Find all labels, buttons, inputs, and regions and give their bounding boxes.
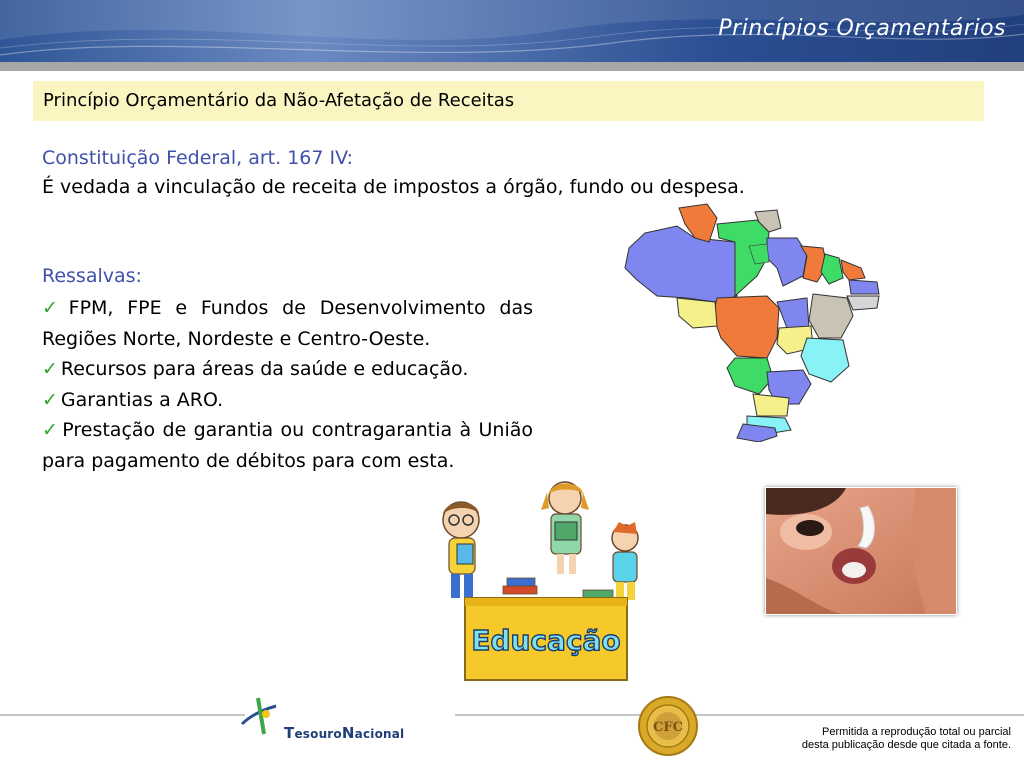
list-item-text: FPM, FPE e Fundos de Desenvolvimento das Regiões Norte, Nordeste e Centro-Oeste. bbox=[42, 297, 534, 350]
footer-copyright-note bbox=[802, 726, 1011, 752]
section-title-bar bbox=[33, 81, 984, 121]
ressalvas-list bbox=[42, 293, 533, 476]
footer-divider-right bbox=[455, 714, 1024, 716]
cfc-seal-logo bbox=[637, 695, 699, 757]
education-sign-text: Educação bbox=[471, 624, 621, 657]
header-banner bbox=[0, 0, 1024, 62]
svg-text:CFC: CFC bbox=[653, 720, 683, 735]
checkmark-icon: ✓ bbox=[42, 419, 60, 441]
checkmark-icon: ✓ bbox=[42, 297, 66, 319]
tesouro-nacional-logo-icon bbox=[236, 694, 282, 740]
section-title: Princípio Orçamentário da Não-Afetação de Receitas bbox=[43, 90, 515, 111]
list-item-text: Garantias a ARO. bbox=[60, 388, 224, 411]
checkmark-icon: ✓ bbox=[42, 358, 58, 380]
ressalvas-heading: Ressalvas: bbox=[42, 265, 142, 287]
vaccination-photo bbox=[765, 487, 957, 615]
constitution-text: É vedada a vinculação de receita de impostos a órgão, fundo ou despesa. bbox=[42, 176, 745, 198]
header-divider-band bbox=[0, 62, 1024, 71]
list-item bbox=[42, 293, 533, 354]
tesouro-nacional-logo-text: TesouroNacional bbox=[284, 724, 405, 742]
list-item bbox=[42, 385, 533, 416]
list-item-text: Recursos para áreas da saúde e educação. bbox=[60, 358, 469, 380]
footer-note-line2: desta publicação desde que citada a fonte. bbox=[801, 739, 1011, 751]
constitution-heading: Constituição Federal, art. 167 IV: bbox=[42, 147, 353, 169]
brazil-map-image bbox=[617, 198, 885, 442]
list-item bbox=[42, 415, 533, 476]
footer-divider-left bbox=[0, 714, 245, 716]
footer-note-line1: Permitida a reprodução total ou parcial bbox=[822, 726, 1011, 738]
list-item-text: Prestação de garantia ou contragarantia à União para pagamento de débitos para com esta. bbox=[42, 419, 534, 472]
list-item bbox=[42, 354, 533, 385]
checkmark-icon: ✓ bbox=[42, 388, 58, 411]
education-illustration bbox=[433, 478, 641, 688]
header-title: Princípios Orçamentários bbox=[718, 16, 1006, 41]
